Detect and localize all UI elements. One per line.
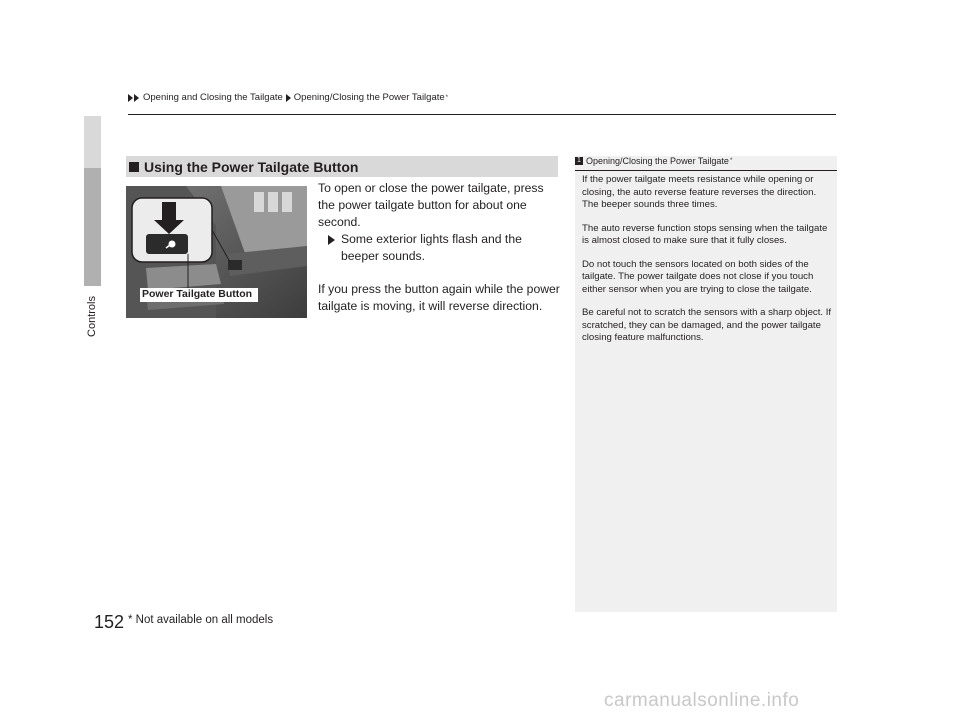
note-header [575,156,837,166]
side-tab-upper [84,116,101,168]
note-body [582,174,832,356]
breadcrumb-separator-icon [286,94,291,102]
breadcrumb-item-tailgate[interactable]: Opening and Closing the Tailgate [143,92,283,103]
section-title: Using the Power Tailgate Button [144,158,359,175]
body-text [318,180,562,315]
page-number: 152 [94,612,125,632]
note-title[interactable]: Opening/Closing the Power Tailgate [586,156,729,166]
breadcrumb-arrow-icon [128,94,133,102]
breadcrumb-arrow-icon [134,94,139,102]
note-paragraph: Do not touch the sensors located on both sides of the tailgate. The power tailgate does not close if you touch either sensor when you are trying to close the tailgate. [582,258,814,295]
note-paragraph: The auto reverse function stops sensing when the tailgate is almost closed to make sure that it fully closes. [582,222,828,246]
breadcrumb [128,92,448,103]
note-rule [575,170,837,171]
breadcrumb-item-power-tailgate[interactable]: Opening/Closing the Power Tailgate [293,92,445,103]
availability-mark: * [729,158,733,164]
note-paragraph: Be careful not to scratch the sensors with a sharp object. If scratched, they can be damaged, and the power tailgate closing feature malfunctions. [582,307,832,343]
availability-mark: * [445,94,449,101]
section-header [126,156,558,177]
section-square-icon [129,162,139,172]
side-tab-label: Controls [86,296,98,337]
header-rule [128,114,836,115]
body-paragraph: If you press the button again while the power tailgate is moving, it will reverse direction. [318,282,560,313]
watermark: carmanualsonline.info [604,690,800,711]
body-paragraph: To open or close the power tailgate, press the power tailgate button for about one second. [318,181,544,229]
side-tab [84,168,101,286]
note-number-icon: 1 [575,157,583,165]
callout-label: Power Tailgate Button [142,288,253,300]
body-sub-text: Some exterior lights flash and the beeper sounds. [341,232,522,263]
body-sub-item [328,231,562,265]
sub-arrow-icon [328,235,335,245]
footnote: * Not available on all models [128,614,274,626]
tailgate-button-illustration [126,186,307,318]
note-paragraph: If the power tailgate meets resistance while opening or closing, the auto reverse feature reverses the direction. The beeper sounds three times. [582,174,817,210]
